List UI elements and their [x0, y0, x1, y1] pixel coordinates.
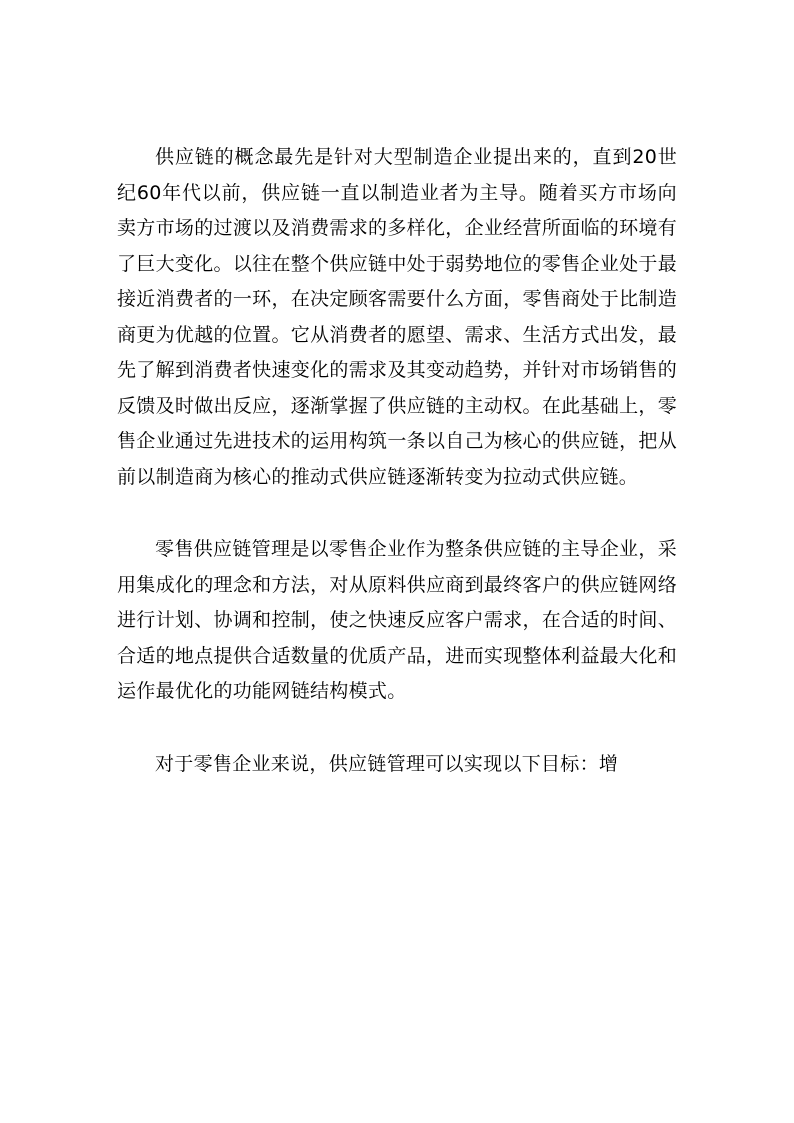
paragraph-retail-supply-chain-management: 零售供应链管理是以零售企业作为整条供应链的主导企业，采用集成化的理念和方法，对从原料供应商到最终客户的供应链网络进行计划、协调和控制，使之快速反应客户需求，在合适的时间、合适的地点提供合适数量的优质产品，进而实现整体利益最大化和运作最优化的功能网链结构模式。 — [117, 538, 677, 702]
paragraph-retail-goals: 对于零售企业来说，供应链管理可以实现以下目标：增 — [155, 752, 619, 775]
document-body — [117, 140, 677, 782]
paragraph-supply-chain-concept: 供应链的概念最先是针对大型制造企业提出来的，直到20世纪60年代以前，供应链一直以制造业者为主导。随着买方市场向卖方市场的过渡以及消费需求的多样化，企业经营所面临的环境有了巨大变化。以往在整个供应链中处于弱势地位的零售企业处于最接近消费者的一环，在决定顾客需要什么方面，零售商处于比制造商更为优越的位置。它从消费者的愿望、需求、生活方式出发，最先了解到消费者快速变化的需求及其变动趋势，并针对市场销售的反馈及时做出反应，逐渐掌握了供应链的主动权。在此基础上，零售企业通过先进技术的运用构筑一条以自己为核心的供应链，把从前以制造商为核心的推动式供应链逐渐转变为拉动式供应链。 — [117, 146, 677, 488]
